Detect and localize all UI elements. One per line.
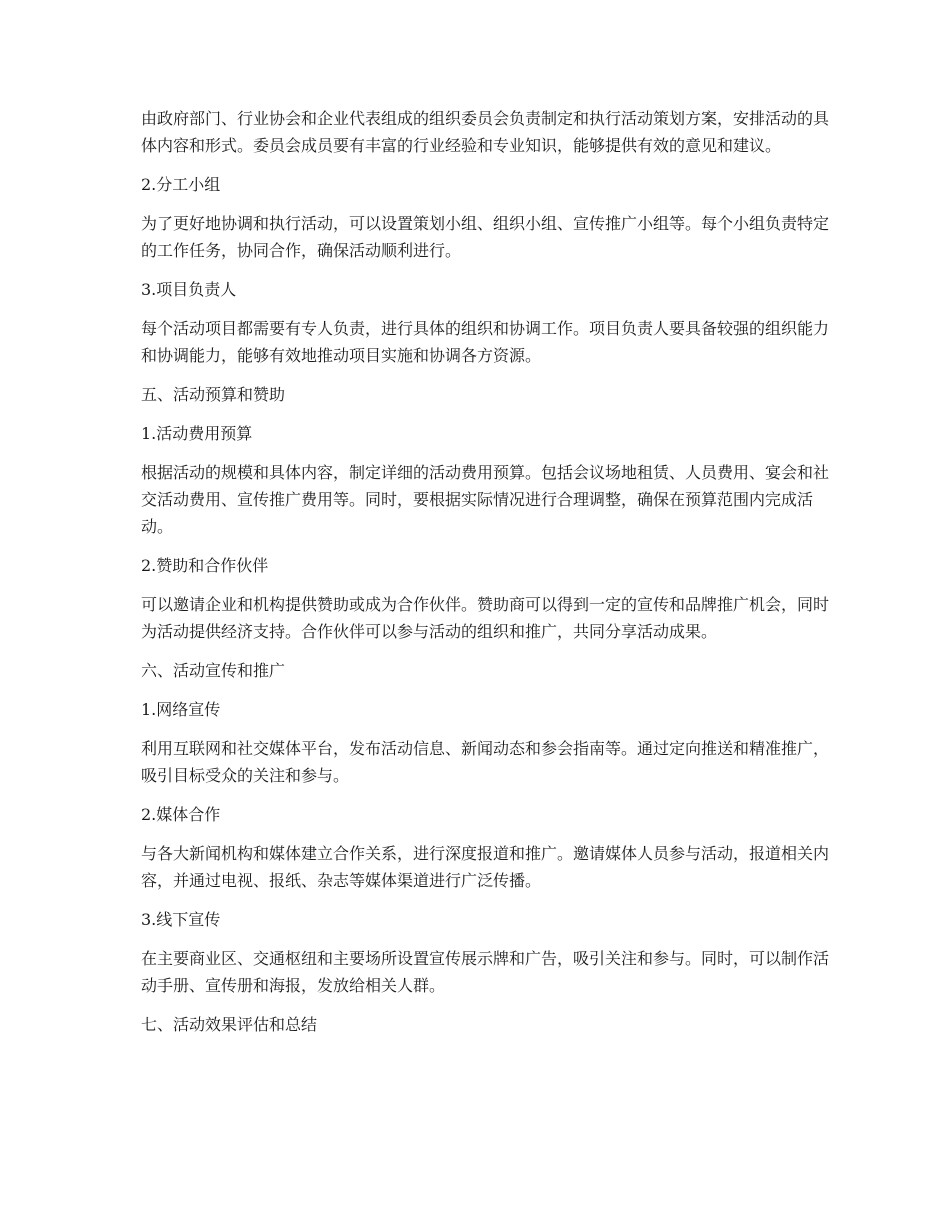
- paragraph-cost-budget: 根据活动的规模和具体内容，制定详细的活动费用预算。包括会议场地租赁、人员费用、宴会和社交活动费用、宣传推广费用等。同时，要根据实际情况进行合理调整，确保在预算范围内完成活动。: [141, 463, 830, 536]
- paragraph-sponsors-partners: 可以邀请企业和机构提供赞助或成为合作伙伴。赞助商可以得到一定的宣传和品牌推广机会，同时为活动提供经济支持。合作伙伴可以参与活动的组织和推广，共同分享活动成果。: [141, 595, 830, 641]
- section-heading-budget-sponsorship: 五、活动预算和赞助: [141, 385, 286, 404]
- section-heading-evaluation-summary: 七、活动效果评估和总结: [141, 1015, 318, 1034]
- heading-sponsors-partners: 2.赞助和合作伙伴: [141, 556, 269, 575]
- paragraph-offline-promotion: 在主要商业区、交通枢纽和主要场所设置宣传展示牌和广告，吸引关注和参与。同时，可以制作活动手册、宣传册和海报，发放给相关人群。: [141, 949, 830, 995]
- heading-online-promotion: 1.网络宣传: [141, 700, 221, 719]
- paragraph-division-groups: 为了更好地协调和执行活动，可以设置策划小组、组织小组、宣传推广小组等。每个小组负责特定的工作任务，协同合作，确保活动顺利进行。: [141, 214, 830, 260]
- heading-project-lead: 3.项目负责人: [141, 280, 237, 299]
- section-heading-promotion: 六、活动宣传和推广: [141, 661, 286, 680]
- paragraph-online-promotion: 利用互联网和社交媒体平台，发布活动信息、新闻动态和参会指南等。通过定向推送和精准推广，吸引目标受众的关注和参与。: [141, 739, 830, 785]
- heading-media-cooperation: 2.媒体合作: [141, 805, 221, 824]
- heading-division-groups: 2.分工小组: [141, 175, 221, 194]
- paragraph-media-cooperation: 与各大新闻机构和媒体建立合作关系，进行深度报道和推广。邀请媒体人员参与活动，报道相关内容，并通过电视、报纸、杂志等媒体渠道进行广泛传播。: [141, 844, 830, 890]
- heading-cost-budget: 1.活动费用预算: [141, 424, 253, 443]
- paragraph-project-lead: 每个活动项目都需要有专人负责，进行具体的组织和协调工作。项目负责人要具备较强的组织能力和协调能力，能够有效地推动项目实施和协调各方资源。: [141, 319, 830, 365]
- paragraph-organizing-committee: 由政府部门、行业协会和企业代表组成的组织委员会负责制定和执行活动策划方案，安排活动的具体内容和形式。委员会成员要有丰富的行业经验和专业知识，能够提供有效的意见和建议。: [141, 109, 830, 155]
- document-body: [141, 105, 831, 1050]
- heading-offline-promotion: 3.线下宣传: [141, 910, 221, 929]
